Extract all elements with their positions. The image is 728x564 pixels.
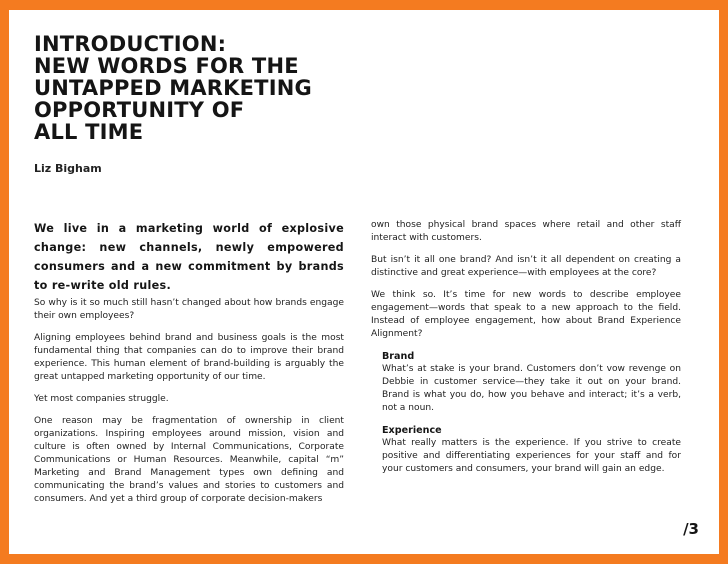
title-line: UNTAPPED MARKETING bbox=[34, 76, 312, 100]
definition-text: What really matters is the experience. If you strive to create positive and differentiating experiences for your staff and for your customers and consumers, your brand will gain an edge. bbox=[382, 438, 681, 474]
definition-term: Experience bbox=[382, 425, 442, 436]
body-paragraph: own those physical brand spaces where retail and other staff interact with customers. bbox=[371, 220, 681, 243]
title-line: NEW WORDS FOR THE bbox=[34, 54, 299, 78]
title-line: INTRODUCTION: bbox=[34, 32, 227, 56]
title-line: ALL TIME bbox=[34, 120, 144, 144]
right-column bbox=[371, 219, 681, 485]
title-line: OPPORTUNITY OF bbox=[34, 98, 245, 122]
lead-paragraph: We live in a marketing world of explosive change: new channels, newly empowered consumers and a new commitment by brands to re-write old rules. bbox=[34, 222, 344, 292]
author-name: Liz Bigham bbox=[34, 162, 102, 175]
body-paragraph: One reason may be fragmentation of ownership in client organizations. Inspiring employees around mission, vision and culture is often owned by Internal Communications, Corporate Communications or Human Resources. Meanwhile, capital “m” Marketing and Brand Management types own defining and communicating the brand’s values and stories to customers and consumers. And yet a third group of corporate decision-makers bbox=[34, 416, 344, 504]
left-column bbox=[34, 219, 344, 515]
definition-experience bbox=[382, 424, 681, 476]
body-paragraph: Aligning employees behind brand and business goals is the most fundamental thing that companies can do to improve their brand experience. This human element of brand-building is arguably the great untapped marketing opportunity of our time. bbox=[34, 333, 344, 382]
body-paragraph: But isn’t it all one brand? And isn’t it all dependent on creating a distinctive and great experience—with employees at the core? bbox=[371, 255, 681, 278]
definition-brand bbox=[382, 350, 681, 415]
definition-text: What’s at stake is your brand. Customers don’t vow revenge on Debbie in customer service—they take it out on your brand. Brand is what you do, how you behave and interact; it’s a verb, not a noun. bbox=[382, 364, 681, 413]
definition-term: Brand bbox=[382, 351, 415, 362]
article-title bbox=[34, 33, 312, 143]
body-paragraph: So why is it so much still hasn’t changed about how brands engage their own employees? bbox=[34, 298, 344, 321]
body-paragraph: We think so. It’s time for new words to describe employee engagement—words that speak to a new approach to the field. Instead of employee engagement, how about Brand Experience Alignment? bbox=[371, 290, 681, 339]
body-paragraph: Yet most companies struggle. bbox=[34, 394, 169, 404]
page-number: /3 bbox=[683, 520, 699, 538]
